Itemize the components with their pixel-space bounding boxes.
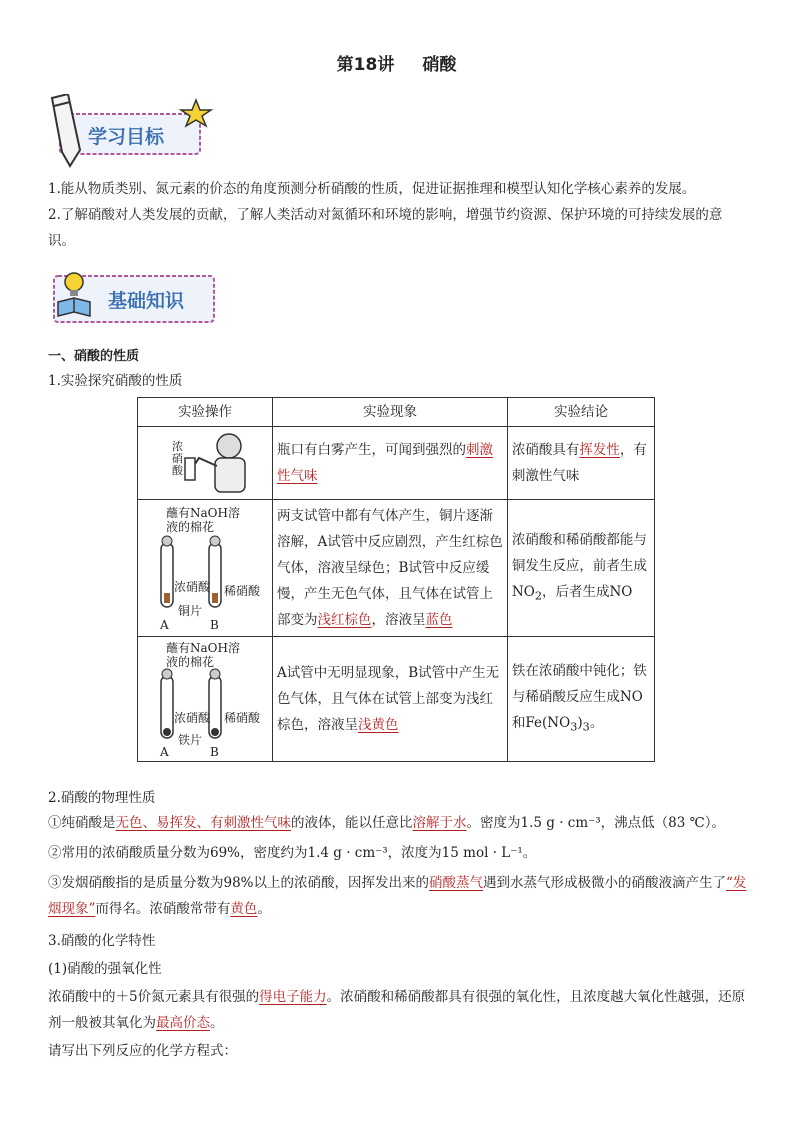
subheading-1: 1.实验探究硝酸的性质	[48, 373, 183, 389]
fig-conc-label: 浓硝酸	[174, 580, 211, 594]
subheading-4: (1)硝酸的强氧化性	[48, 961, 162, 977]
fig-a-label: A	[160, 745, 169, 759]
header-conclusion: 实验结论	[507, 398, 654, 427]
goal-2: 2.了解硝酸对人类发展的贡献，了解人类活动对氮循环和环境的影响，增强节约资源、保护环境的可持续发展的意识。	[48, 207, 723, 249]
figure-label-conc: 浓硝酸	[172, 440, 183, 477]
subheading-2: 2.硝酸的物理性质	[48, 790, 156, 806]
header-operation: 实验操作	[138, 398, 273, 427]
fig-cotton-label: 蘸有NaOH溶液的棉花	[166, 506, 240, 534]
conclusion-2: 浓硝酸和稀硝酸都能与铜发生反应，前者生成$NO_2$，后者生成NO	[507, 500, 654, 637]
fig-conc-label: 浓硝酸	[174, 711, 211, 725]
basic-badge	[46, 266, 222, 332]
oxidation-paragraph: 浓硝酸中的＋5价氮元素具有很强的得电子能力。浓硝酸和稀硝酸都具有很强的氧化性，且浓度越大氧化性越强，还原剂一般被其氧化为最高价态。	[48, 989, 746, 1031]
phenomenon-3: A试管中无明显现象，B试管中产生无色气体，且气体在试管上部变为浅红棕色，溶液呈浅黄色	[273, 637, 508, 762]
fig-metal-label: 铜片	[178, 604, 203, 618]
table-row	[138, 637, 655, 762]
fig-cotton-label: 蘸有NaOH溶液的棉花	[166, 641, 240, 669]
fig-b-label: B	[210, 745, 219, 759]
fig-dil-label: 稀硝酸	[224, 711, 261, 725]
figure-smell-test	[138, 427, 273, 500]
table-row	[138, 427, 655, 500]
lecture-number: 第18讲	[336, 55, 395, 75]
fig-dil-label: 稀硝酸	[224, 584, 261, 598]
table-header-row	[138, 398, 655, 427]
section-heading: 一、硝酸的性质	[48, 349, 140, 364]
experiment-table	[137, 397, 655, 762]
conclusion-3: 铁在浓硝酸中钝化；铁与稀硝酸反应生成NO和$Fe(NO_3)_3$。	[507, 637, 654, 762]
lecture-topic: 硝酸	[422, 55, 457, 75]
table-row	[138, 500, 655, 637]
phenomenon-1: 瓶口有白雾产生，可闻到强烈的刺激性气味	[273, 427, 508, 500]
figure-copper-tubes	[138, 500, 273, 637]
person-smelling-icon	[139, 428, 271, 498]
phenomenon-2: 两支试管中都有气体产生，铜片逐渐溶解，A试管中反应剧烈，产生红棕色气体，溶液呈绿色；B试管中反应缓慢，产生无色气体，且气体在试管上部变为浅红棕色，溶液呈蓝色	[273, 500, 508, 637]
property-1: ①纯硝酸是无色、易挥发、有刺激性气味的液体，能以任意比溶解于水。密度为1.5 g · cm⁻³，沸点低（83 ℃）。	[48, 815, 725, 831]
fig-b-label: B	[210, 618, 219, 632]
goal-badge-label: 学习目标	[88, 126, 165, 148]
goal-badge	[46, 94, 216, 172]
fig-metal-label: 铁片	[178, 733, 203, 747]
basic-badge-label: 基础知识	[108, 290, 185, 312]
subheading-3: 3.硝酸的化学特性	[48, 933, 156, 949]
conclusion-1: 浓硝酸具有挥发性，有刺激性气味	[507, 427, 654, 500]
page-title	[0, 50, 793, 75]
instruction: 请写出下列反应的化学方程式：	[48, 1043, 237, 1059]
fig-a-label: A	[160, 618, 169, 632]
property-2: ②常用的浓硝酸质量分数为69%，密度约为1.4 g · cm⁻³，浓度为15 mol · L⁻¹。	[48, 845, 537, 861]
figure-iron-tubes	[138, 637, 273, 762]
goal-1: 1.能从物质类别、氮元素的价态的角度预测分析硝酸的性质，促进证据推理和模型认知化学核心素养的发展。	[48, 181, 696, 197]
header-phenomenon: 实验现象	[273, 398, 508, 427]
property-3: ③发烟硝酸指的是质量分数为98%以上的浓硝酸，因挥发出来的硝酸蒸气遇到水蒸气形成极微小的硝酸液滴产生了“发烟现象”而得名。浓硝酸常带有黄色。	[48, 875, 747, 917]
